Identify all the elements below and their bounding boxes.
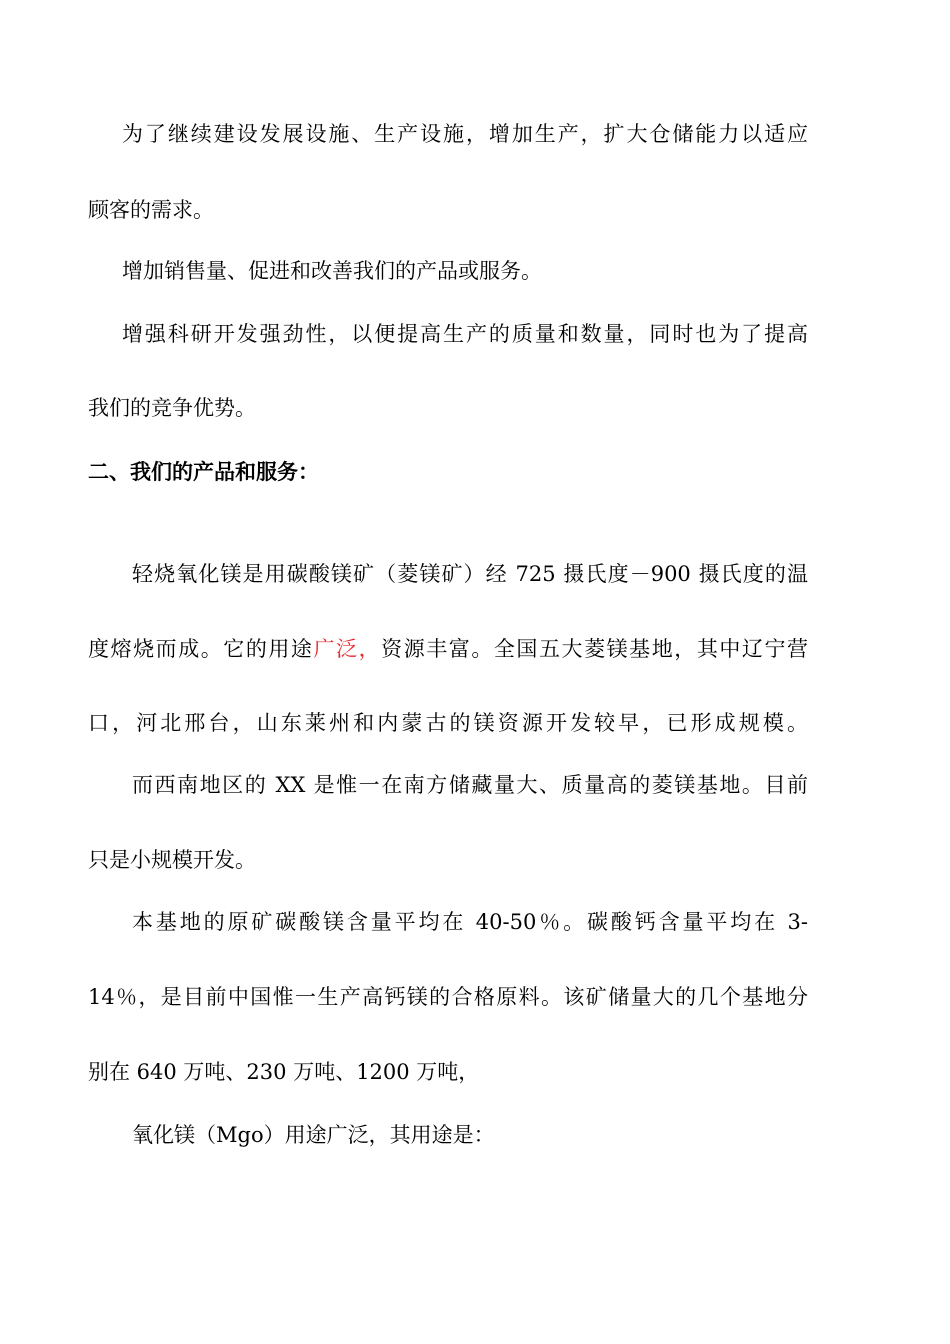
paragraph-5-line-1: 而西南地区的 XX 是惟一在南方储藏量大、质量高的菱镁基地。目前 <box>132 773 808 797</box>
paragraph-4-line-3: 口，河北邢台，山东莱州和内蒙古的镁资源开发较早，已形成规模。 <box>88 711 808 735</box>
paragraph-4-line-2 <box>88 635 808 663</box>
paragraph-7-line-1: 氧化镁（Mgo）用途广泛，其用途是： <box>132 1123 495 1147</box>
paragraph-6-line-2: 14％，是目前中国惟一生产高钙镁的合格原料。该矿储量大的几个基地分 <box>88 985 808 1009</box>
paragraph-6-line-3: 别在 640 万吨、230 万吨、1200 万吨， <box>88 1060 480 1084</box>
paragraph-5-line-2: 只是小规模开发。 <box>88 848 256 872</box>
paragraph-3-line-1: 增强科研开发强劲性，以便提高生产的质量和数量，同时也为了提高 <box>122 322 808 346</box>
paragraph-4-line-1: 轻烧氧化镁是用碳酸镁矿（菱镁矿）经 725 摄氏度－900 摄氏度的温 <box>132 562 808 586</box>
highlighted-text: 广泛， <box>313 637 382 661</box>
section-heading: 二、我们的产品和服务： <box>88 460 319 484</box>
paragraph-1-line-1: 为了继续建设发展设施、生产设施，增加生产，扩大仓储能力以适应 <box>122 122 808 146</box>
paragraph-4-line-2-start: 度熔烧而成。它的用途 <box>88 637 314 661</box>
paragraph-3-line-2: 我们的竞争优势。 <box>88 396 256 420</box>
paragraph-2-line-1: 增加销售量、促进和改善我们的产品或服务。 <box>122 259 542 283</box>
paragraph-6-line-1: 本基地的原矿碳酸镁含量平均在 40-50％。碳酸钙含量平均在 3- <box>132 910 808 934</box>
paragraph-4-line-2-end: 资源丰富。全国五大菱镁基地，其中辽宁营 <box>381 637 809 661</box>
paragraph-1-line-2: 顾客的需求。 <box>88 198 214 222</box>
